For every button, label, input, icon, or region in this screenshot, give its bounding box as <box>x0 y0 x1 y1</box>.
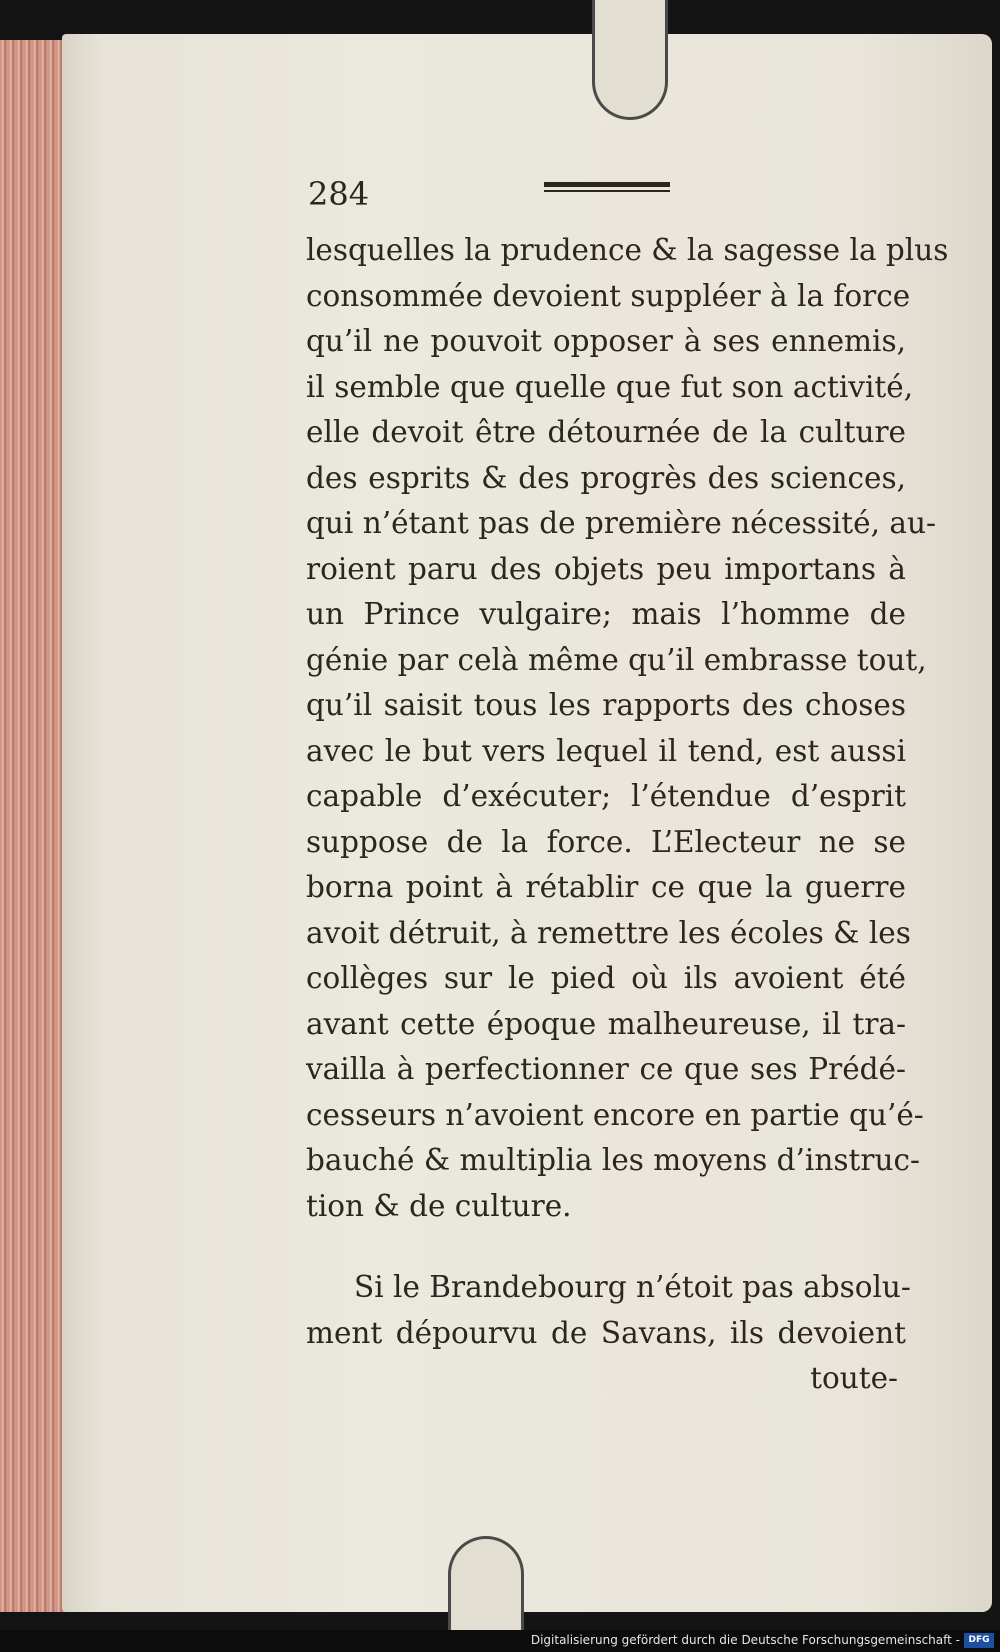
text-line: qu’il ne pouvoit opposer à ses ennemis, <box>306 324 906 358</box>
text-line: cesseurs n’avoient encore en partie qu’é- <box>306 1097 924 1132</box>
text-line: ment dépourvu de Savans, ils devoient <box>306 1315 906 1350</box>
catchword: toute- <box>810 1361 898 1395</box>
text-line: consommée devoient suppléer à la force <box>306 278 911 313</box>
page-number: 284 <box>308 175 370 213</box>
dfg-logo: DFG <box>964 1633 994 1648</box>
text-line: suppose de la force. L’Electeur ne se <box>306 824 906 859</box>
page-text-block <box>306 172 949 1402</box>
text-line: collèges sur le pied où ils avoient été <box>306 961 906 995</box>
text-line: capable d’exécuter; l’étendue d’esprit <box>306 779 906 813</box>
text-line: génie par celà même qu’il embrasse tout, <box>306 642 927 677</box>
text-line: qu’il saisit tous les rapports des choses <box>306 688 906 722</box>
text-line: vailla à perfectionner ce que ses Prédé- <box>306 1052 906 1086</box>
paragraph-gap <box>306 1229 906 1265</box>
text-line: avant cette époque malheureuse, il tra- <box>306 1006 906 1041</box>
digitization-credit: Digitalisierung gefördert durch die Deutsche Forschungsgemeinschaft - <box>530 1633 960 1647</box>
text-line: lesquelles la prudence & la sagesse la plus <box>306 233 949 267</box>
text-line-paragraph-end: tion & de culture. <box>306 1188 572 1223</box>
text-line-paragraph-start: Si le Brandebourg n’étoit pas absolu- <box>354 1270 911 1304</box>
text-line: il semble que quelle que fut son activité, <box>306 369 914 404</box>
text-line: elle devoit être détournée de la culture <box>306 415 906 449</box>
text-line: borna point à rétablir ce que la guerre <box>306 870 906 904</box>
text-line: avec le but vers lequel il tend, est aussi <box>306 733 906 768</box>
text-line: roient paru des objets peu importans à <box>306 551 906 586</box>
text-line: avoit détruit, à remettre les écoles & les <box>306 915 911 950</box>
page-header <box>306 172 906 228</box>
text-line: bauché & multiplia les moyens d’instruc- <box>306 1143 920 1177</box>
footer-bar <box>0 1630 1000 1652</box>
text-line: des esprits & des progrès des sciences, <box>306 460 906 495</box>
header-ornament-rule <box>544 182 670 192</box>
text-line: un Prince vulgaire; mais l’homme de <box>306 597 906 631</box>
book-clip-top <box>592 0 668 120</box>
text-line: qui n’étant pas de première nécessité, au- <box>306 506 936 540</box>
